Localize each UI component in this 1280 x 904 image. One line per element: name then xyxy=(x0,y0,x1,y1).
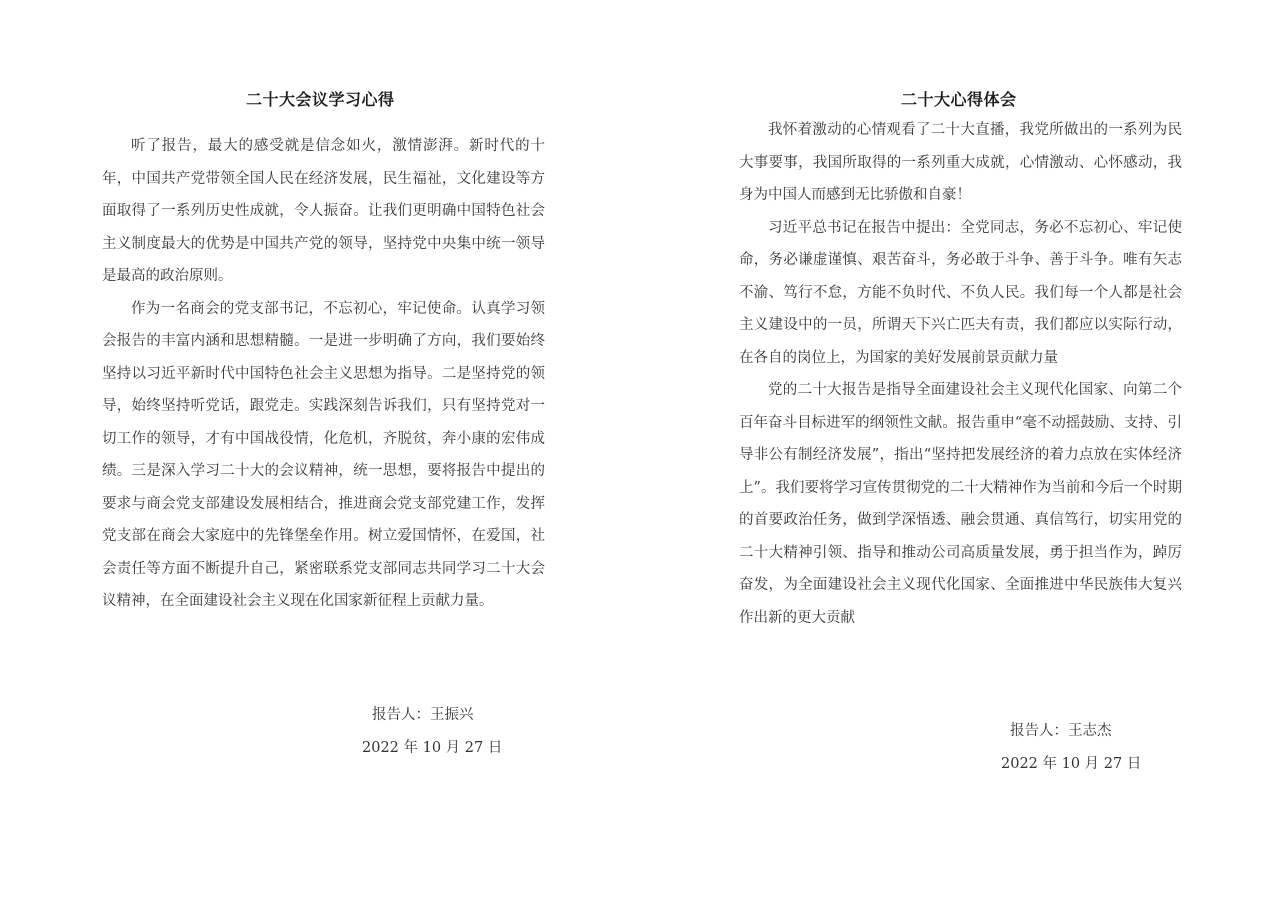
left-paragraph: 作为一名商会的党支部书记，不忘初心，牢记使命。认真学习领会报告的丰富内涵和思想精髓。一是进一步明确了方向，我们要始终坚持以习近平新时代中国特色社会主义思想为指导。二是坚持党的领导，始终坚持听党话，跟党走。实践深刻告诉我们，只有坚持党对一切工作的领导，才有中国战役情，化危机，齐脱贫，奔小康的宏伟成绩。三是深入学习二十大的会议精神，统一思想，要将报告中提出的要求与商会党支部建设发展相结合，推进商会党支部党建工作，发挥党支部在商会大家庭中的先锋堡垒作用。树立爱国情怀，在爱国，社会责任等方面不断提升自己，紧密联系党支部同志共同学习二十大会议精神，在全面建设社会主义现在化国家新征程上贡献力量。 xyxy=(102,300,545,609)
left-date: 2022 年 10 月 27 日 xyxy=(362,740,503,756)
right-title: 二十大心得体会 xyxy=(901,90,1017,109)
left-paragraph: 听了报告，最大的感受就是信念如火，激情澎湃。新时代的十年，中国共产党带领全国人民在经济发展，民生福祉，文化建设等方面取得了一系列历史性成就，令人振奋。让我们更明确中国特色社会主义制度最大的优势是中国共产党的领导，坚持党中央集中统一领导是最高的政治原则。 xyxy=(102,138,545,284)
right-paragraph: 我怀着激动的心情观看了二十大直播，我党所做出的一系列为民大事要事，我国所取得的一系列重大成就，心情激动、心怀感动，我身为中国人而感到无比骄傲和自豪！ xyxy=(739,122,1182,203)
left-reporter: 报告人：王振兴 xyxy=(372,707,474,723)
right-body xyxy=(739,114,1182,634)
right-date: 2022 年 10 月 27 日 xyxy=(1001,756,1142,772)
left-body xyxy=(102,130,545,618)
right-paragraph: 习近平总书记在报告中提出：全党同志，务必不忘初心、牢记使命，务必谦虚谨慎、艰苦奋斗，务必敢于斗争、善于斗争。唯有矢志不渝、笃行不怠，方能不负时代、不负人民。我们每一个人都是社会主义建设中的一员，所谓天下兴亡匹夫有责，我们都应以实际行动，在各自的岗位上，为国家的美好发展前景贡献力量 xyxy=(739,219,1182,366)
right-page xyxy=(640,0,1280,904)
left-title: 二十大会议学习心得 xyxy=(246,90,395,109)
right-reporter: 报告人：王志杰 xyxy=(1010,723,1112,739)
right-paragraph: 党的二十大报告是指导全面建设社会主义现代化国家、向第二个百年奋斗目标进军的纲领性文献。报告重申“毫不动摇鼓励、支持、引导非公有制经济发展”，指出“坚持把发展经济的着力点放在实体经济上”。我们要将学习宣传贯彻党的二十大精神作为当前和今后一个时期的首要政治任务，做到学深悟透、融会贯通、真信笃行，切实用党的二十大精神引领、指导和推动公司高质量发展，勇于担当作为，踔厉奋发，为全面建设社会主义现代化国家、全面推进中华民族伟大复兴作出新的更大贡献 xyxy=(739,382,1182,626)
